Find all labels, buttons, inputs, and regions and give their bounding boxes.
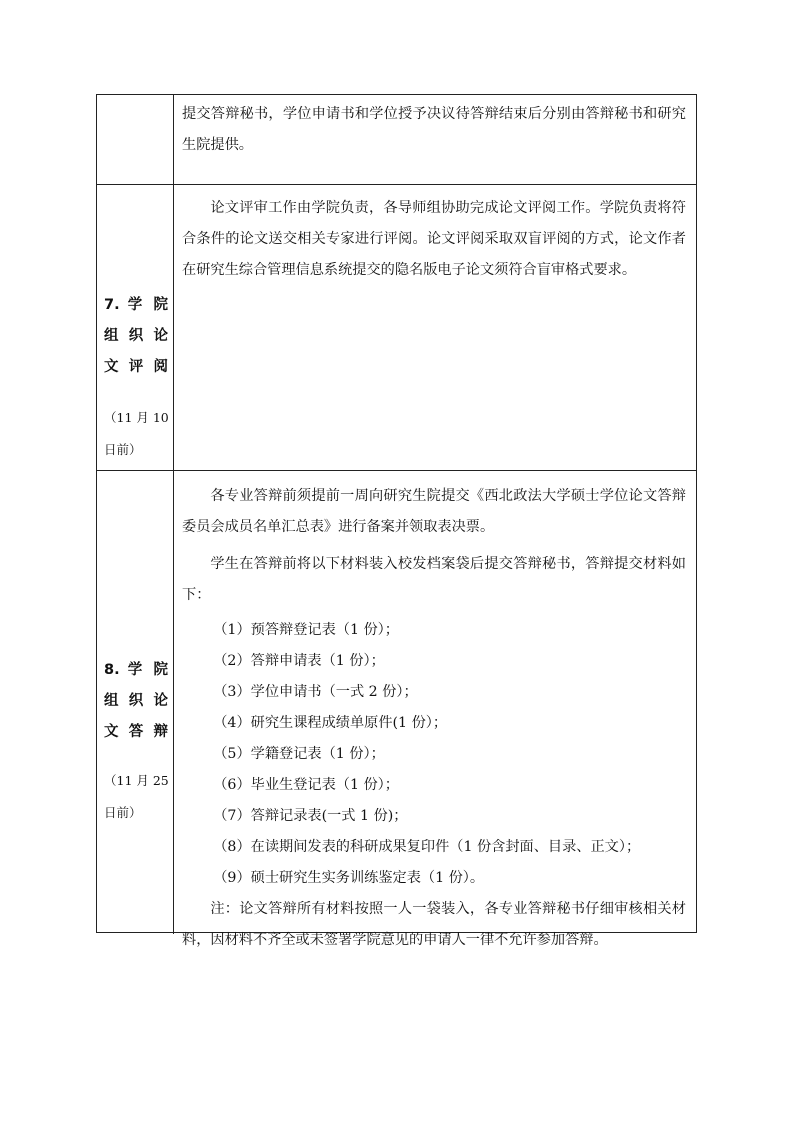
step-title-line: 文 评 阅 <box>104 359 168 375</box>
step-cell <box>97 471 174 934</box>
list-item: （4）研究生课程成绩单原件(1 份）； <box>213 715 448 731</box>
list-item: （9）硕士研究生实务训练鉴定表（1 份）。 <box>213 870 485 886</box>
list-item: （8）在读期间发表的科研成果复印件（1 份含封面、目录、正文）； <box>213 839 641 855</box>
step-deadline-line: （11 月 10 <box>104 410 169 425</box>
step-deadline-line: （11 月 25 <box>104 773 169 788</box>
step-cell-empty <box>97 95 174 184</box>
step-deadline <box>104 765 168 829</box>
review-paragraph: 论文评审工作由学院负责，各导师组协助完成论文评阅工作。学院负责将符合条件的论文送交相关专家进行评阅。论文评阅采取双盲评阅的方式，论文作者在研究生综合管理信息系统提交的隐名版电子论文须符合盲审格式要求。 <box>182 200 686 278</box>
step-title-line: 8. 学 院 <box>104 662 168 678</box>
step-title-line: 组 织 论 <box>104 328 168 344</box>
step-deadline <box>104 402 168 466</box>
step-title-line: 7. 学 院 <box>104 297 168 313</box>
step-cell <box>97 185 174 470</box>
materials-intro-paragraph: 学生在答辩前将以下材料装入校发档案袋后提交答辩秘书，答辩提交材料如下： <box>182 556 686 603</box>
list-item: （7）答辩记录表(一式 1 份)； <box>213 808 408 824</box>
defense-paragraph: 各专业答辩前须提前一周向研究生院提交《西北政法大学硕士学位论文答辩委员会成员名单汇总表》进行备案并领取表决票。 <box>182 488 686 535</box>
table-row-step-8 <box>97 471 696 948</box>
note-paragraph: 注：论文答辩所有材料按照一人一袋装入，各专业答辩秘书仔细审核相关材料，因材料不齐全或未签署学院意见的申请人一律不允许参加答辩。 <box>182 901 686 948</box>
list-item: （1）预答辩登记表（1 份）； <box>213 622 399 638</box>
table-row-continuation <box>97 95 696 185</box>
step-title <box>104 655 168 748</box>
list-item: （2）答辩申请表（1 份）； <box>213 653 385 669</box>
list-item: （3）学位申请书（一式 2 份）； <box>213 684 418 700</box>
list-item: （6）毕业生登记表（1 份）； <box>213 777 399 793</box>
list-item: （5）学籍登记表（1 份）； <box>213 746 385 762</box>
step-title-line: 文 答 辩 <box>104 724 168 740</box>
content-cell <box>174 471 696 948</box>
continuation-paragraph: 提交答辩秘书，学位申请书和学位授予决议待答辩结束后分别由答辩秘书和研究生院提供。 <box>182 106 686 153</box>
content-cell <box>174 95 696 184</box>
step-deadline-line: 日前） <box>104 805 142 820</box>
procedure-table <box>96 94 697 948</box>
step-title-line: 组 织 论 <box>104 693 168 709</box>
step-deadline-line: 日前） <box>104 442 142 457</box>
step-title <box>104 290 168 383</box>
content-cell <box>174 185 696 470</box>
table-row-step-7 <box>97 185 696 471</box>
